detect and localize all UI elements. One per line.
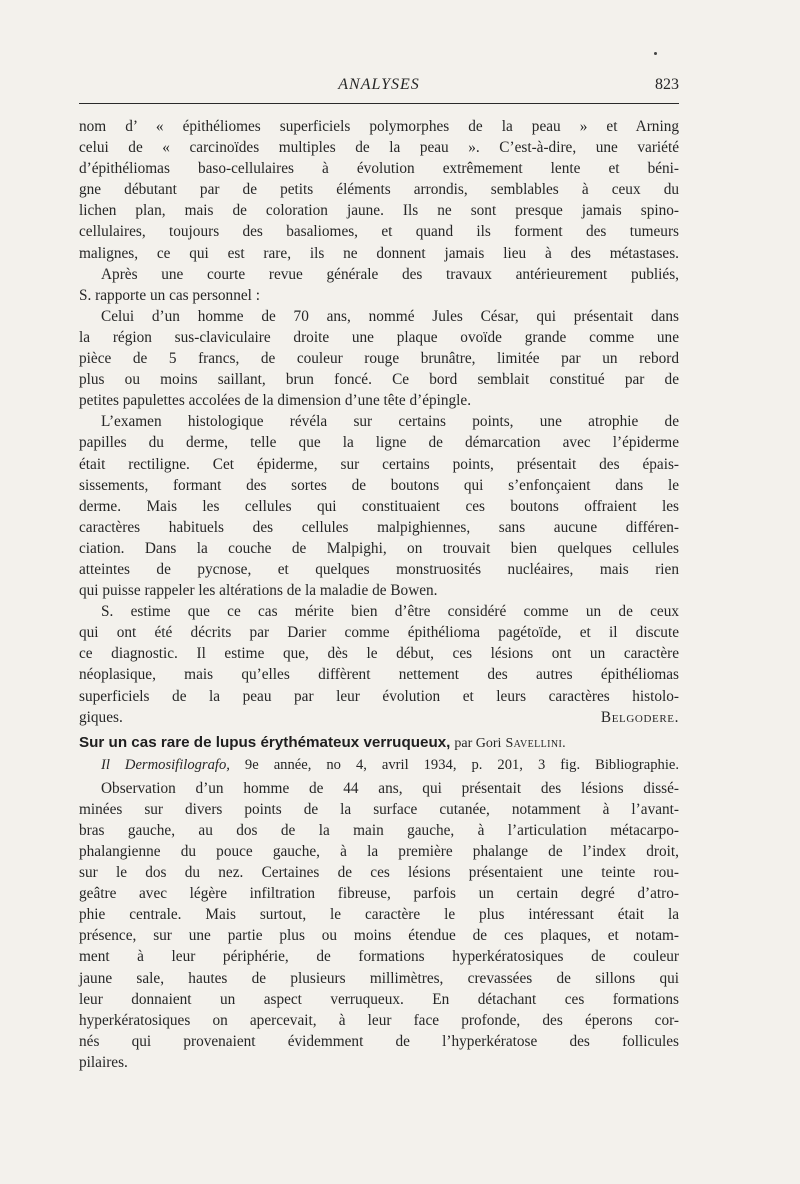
article-author: Savellini. xyxy=(505,735,567,751)
byline-prefix: par Gori xyxy=(454,735,502,751)
text-line: derme. Mais les cellules qui constituaient ces boutons offraient les xyxy=(79,497,679,515)
reviewer-signature: Belgodere. xyxy=(600,708,679,726)
paragraph xyxy=(79,306,679,411)
text-line: L’examen histologique révéla sur certains points, une atrophie de xyxy=(101,413,679,431)
text-line: plus ou moins saillant, brun foncé. Ce bord semblait constitué par de xyxy=(79,371,679,389)
margin-mark xyxy=(654,52,657,55)
text-line: qui puisse rappeler les altérations de la maladie de Bowen. xyxy=(79,582,438,600)
article-citation xyxy=(79,754,679,776)
text-line: pièce de 5 francs, de couleur rouge brunâtre, limitée par un rebord xyxy=(79,350,679,368)
citation-details: 9e année, no 4, avril 1934, p. 201, 3 fig. Bibliographie. xyxy=(244,756,680,773)
text-line: sissements, formant des sortes de boutons qui s’enfonçaient dans le xyxy=(79,476,679,494)
paragraph-continuation xyxy=(79,116,679,264)
paragraph xyxy=(79,601,679,728)
text-line: ciation. Dans la couche de Malpighi, on trouvait bien quelques cellules xyxy=(79,539,679,557)
paragraph xyxy=(79,264,679,306)
paragraph xyxy=(79,778,679,1073)
text-line-end: giques. xyxy=(79,708,123,726)
text-line: jaune sale, hautes de plusieurs millimètres, crevassées de sillons qui xyxy=(79,969,679,987)
text-line: présence, sur une partie plus ou moins étendue de ces plaques, et notam- xyxy=(79,927,679,945)
text-line: S. estime que ce cas mérite bien d’être considéré comme un de ceux xyxy=(101,603,679,621)
text-line: lichen plan, mais de coloration jaune. Ils ne sont presque jamais spino- xyxy=(79,202,679,220)
text-line: pilaires. xyxy=(79,1053,128,1071)
text-line: sur le dos du nez. Certaines de ces lésions présentaient une teinte rou- xyxy=(79,864,679,882)
article-title: Sur un cas rare de lupus érythémateux verruqueux, xyxy=(79,733,451,751)
text-line: nom d’ « épithéliomes superficiels polymorphes de la peau » et Arning xyxy=(79,118,679,135)
text-line: caractères habituels des cellules malpighiennes, sans aucune différen- xyxy=(79,518,679,536)
text-line: était rectiligne. Cet épiderme, sur certains points, présentait des épais- xyxy=(79,455,679,473)
header-rule xyxy=(79,103,679,104)
article-heading xyxy=(79,732,679,754)
text-line: qui ont été décrits par Darier comme épithélioma pagétoïde, et il discute xyxy=(79,624,679,642)
text-line: ce diagnostic. Il estime que, dès le début, ces lésions ont un caractère xyxy=(79,645,679,663)
page-number: 823 xyxy=(655,76,679,93)
text-line: hyperkératosiques on apercevait, à leur face profonde, des éperons cor- xyxy=(79,1011,679,1029)
page-header xyxy=(79,76,679,102)
text-line: geâtre avec légère infiltration fibreuse, parfois un certain degré d’atro- xyxy=(79,885,679,903)
text-line: celui de « carcinoïdes multiples de la peau ». C’est-à-dire, une variété xyxy=(79,139,679,157)
text-line: phie centrale. Mais surtout, le caractère le plus intéressant était la xyxy=(79,906,679,924)
signature-line xyxy=(79,707,679,728)
text-line: Après une courte revue générale des travaux antérieurement publiés, xyxy=(101,265,679,283)
paragraph xyxy=(79,411,679,601)
text-line: atteintes de pycnose, et quelques monstruosités nucléaires, mais rien xyxy=(79,560,679,578)
text-line: malignes, ce qui est rare, ils ne donnent jamais lieu à des métastases. xyxy=(79,244,679,262)
text-line: leur donnaient un aspect verruqueux. En détachant ces formations xyxy=(79,990,679,1008)
text-line: la région sus-claviculaire droite une plaque ovoïde grande comme une xyxy=(79,328,679,346)
text-line: S. rapporte un cas personnel : xyxy=(79,286,260,304)
text-line: Observation d’un homme de 44 ans, qui présentait des lésions dissé- xyxy=(101,779,679,797)
text-line: minées sur divers points de la surface cutanée, notamment à l’avant- xyxy=(79,800,679,818)
journal-name: Il Dermosifilografo, xyxy=(101,756,230,773)
text-line: gne débutant par de petits éléments arrondis, semblables à ceux du xyxy=(79,181,679,199)
text-line: papilles du derme, telle que la ligne de démarcation avec l’épiderme xyxy=(79,434,679,452)
text-line: superficiels de la peau par leur évolution et leurs caractères histolo- xyxy=(79,687,679,705)
text-line: Celui d’un homme de 70 ans, nommé Jules César, qui présentait dans xyxy=(101,307,679,325)
body-text xyxy=(79,116,679,1073)
text-line: nés qui provenaient évidemment de l’hyperkératose des follicules xyxy=(79,1032,679,1050)
text-line: ment à leur périphérie, de formations hyperkératosiques de couleur xyxy=(79,948,679,966)
running-title: ANALYSES xyxy=(338,76,420,93)
text-line: petites papulettes accolées de la dimension d’une tête d’épingle. xyxy=(79,392,472,410)
text-line: néoplasique, mais qu’elles diffèrent nettement des autres épithéliomas xyxy=(79,666,679,684)
text-line: d’épithéliomas baso-cellulaires à évolution extrêmement lente et béni- xyxy=(79,160,679,178)
text-line: phalangienne du pouce gauche, à la première phalange de l’index droit, xyxy=(79,843,679,860)
text-line: bras gauche, au dos de la main gauche, à l’articulation métacarpo- xyxy=(79,821,679,839)
text-line: cellulaires, toujours des basaliomes, et quand ils forment des tumeurs xyxy=(79,223,679,241)
